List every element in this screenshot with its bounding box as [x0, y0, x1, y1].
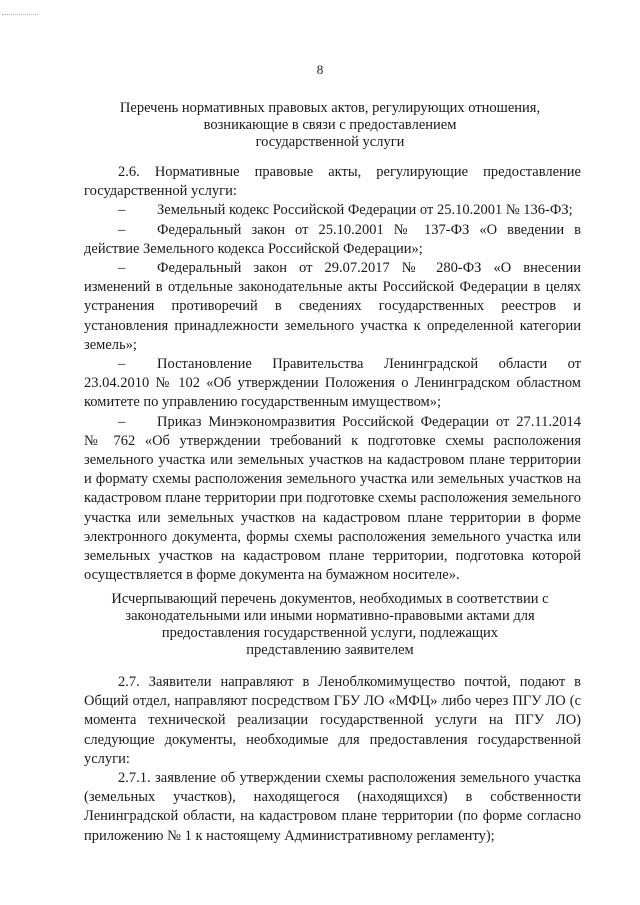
section-body-documents [84, 673, 581, 846]
heading-line: Исчерпывающий перечень документов, необходимых в соответствии с [111, 591, 549, 607]
paragraph-2-6: 2.6. Нормативные правовые акты, регулирующие предоставление государственной услуги: [84, 164, 581, 200]
list-item-text: Федеральный закон от 25.10.2001 № 137-ФЗ «О введении в действие Земельного кодекса Российской Федерации»; [84, 221, 581, 257]
scan-artifact [2, 14, 38, 17]
section-heading-normative-acts [90, 100, 570, 151]
heading-line: государственной услуги [255, 134, 405, 150]
list-item-text: Земельный кодекс Российской Федерации от 25.10.2001 № 136-ФЗ; [157, 202, 573, 219]
heading-line: Перечень нормативных правовых актов, регулирующих отношения, [119, 100, 541, 116]
paragraph-2-7-1: 2.7.1. заявление об утверждении схемы расположения земельного участка (земельных участков), находящегося (находящихся) в собственности Ленинградской области, на кадастровом плане территории (по форме согласно приложению № 1 к настоящему Административному регламенту); [84, 770, 581, 844]
heading-line: возникающие в связи с предоставлением [203, 117, 457, 133]
list-item [84, 201, 581, 220]
dash-bullet: – [118, 221, 126, 238]
list-item-text: Приказ Минэкономразвития Российской Федерации от 27.11.2014 № 762 «Об утверждении требований к подготовке схемы расположения земельного участка или земельных участков на кадастровом плане территории и формату схемы расположения земельного участка или земельных участков на кадастровом плане территории при подготовке схемы расположения земельного участка или земельных участков на кадастровом плане территории в форме электронного документа, формы схемы расположения земельного участка или земельных участков на кадастровом плане территории, подготовка которой осуществляется в форме документа на бумажном носителе». [84, 413, 581, 584]
dash-bullet: – [118, 356, 126, 373]
list-item [84, 355, 581, 413]
list-item [84, 259, 581, 355]
heading-line: представлению заявителем [246, 642, 414, 658]
page-number: 8 [316, 62, 324, 77]
heading-line: предоставления государственной услуги, подлежащих [161, 625, 499, 641]
dash-bullet: – [118, 260, 126, 277]
paragraph-2-7: 2.7. Заявители направляют в Леноблкомимущество почтой, подают в Общий отдел, направляют посредством ГБУ ЛО «МФЦ» либо через ПГУ ЛО (с момента технической реализации государственной услуги на ПГУ ЛО) следующие документы, необходимые для предоставления государственной услуги: [84, 674, 581, 767]
heading-line: законодательными или иными нормативно-правовыми актами для [125, 608, 535, 624]
dash-bullet: – [118, 202, 126, 219]
list-item-text: Федеральный закон от 29.07.2017 № 280-ФЗ «О внесении изменений в отдельные законодательные акты Российской Федерации в целях устранения противоречий в сведениях государственных реестров и установления принадлежности земельного участка к определенной категории земель»; [84, 260, 581, 353]
list-item [84, 413, 581, 586]
dash-bullet: – [118, 413, 126, 430]
section-heading-documents [80, 591, 580, 659]
list-item [84, 221, 581, 259]
list-item-text: Постановление Правительства Ленинградской области от 23.04.2010 № 102 «Об утверждении Положения о Ленинградском областном комитете по управлению государственным имуществом»; [84, 356, 581, 411]
section-body-normative-acts [84, 163, 581, 585]
